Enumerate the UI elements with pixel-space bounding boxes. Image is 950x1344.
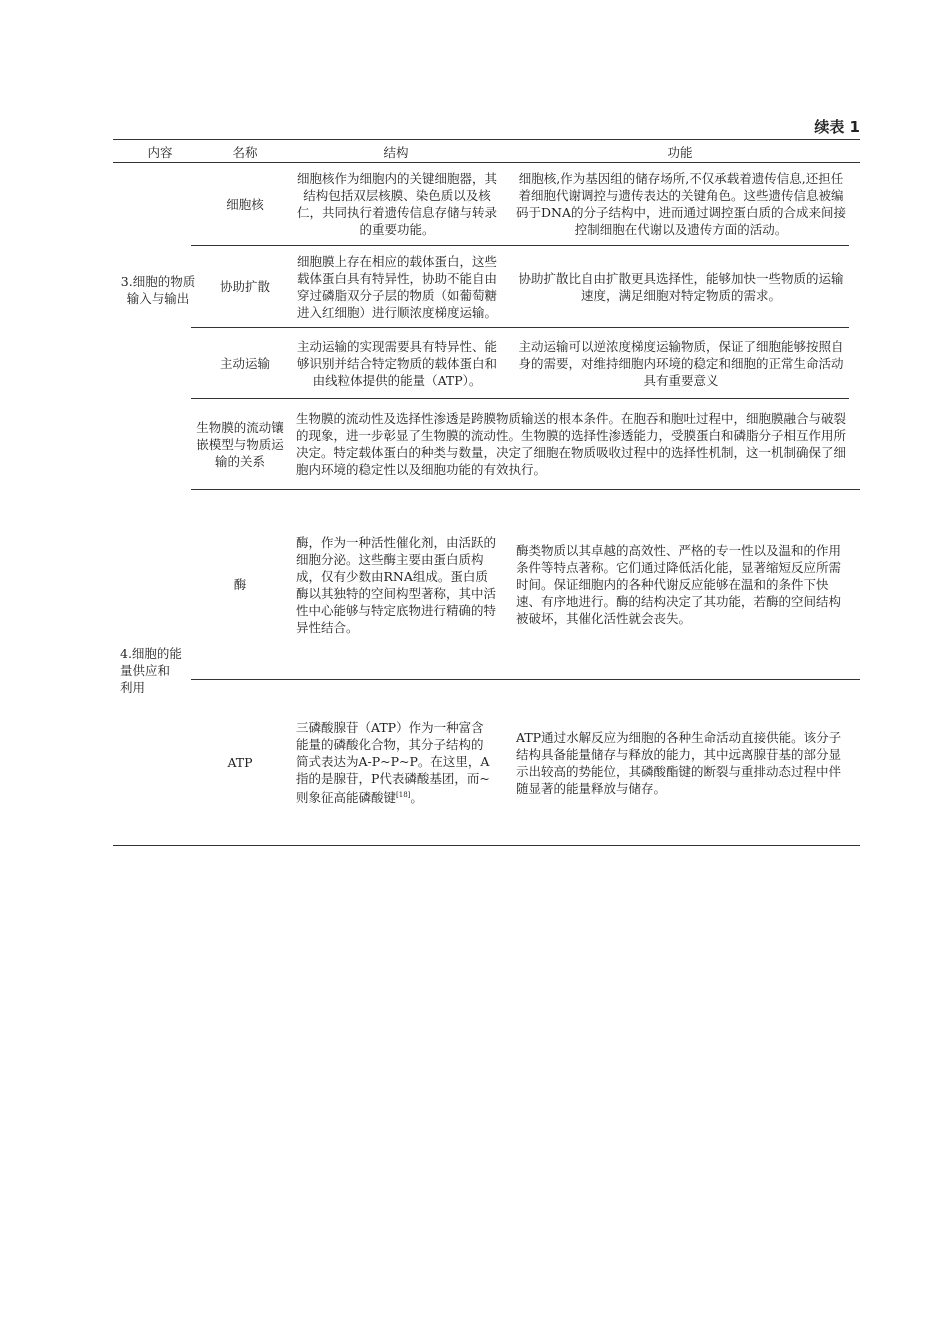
group-cell — [120, 640, 182, 700]
row-function: ATP通过水解反应为细胞的各种生命活动直接供能。该分子结构具备能量储存与释放的能力，其中远离腺苷基的部分显示出较高的势能位，其磷酸酯键的断裂与重排动态过程中伴随显著的能量释放与储存。 — [516, 729, 842, 796]
row-text: 生物膜的流动性及选择性渗透是跨膜物质输送的根本条件。在胞吞和胞吐过程中，细胞膜融合与破裂的现象，进一步彰显了生物膜的流动性。生物膜的选择性渗透能力，受膜蛋白和磷脂分子相互作用所决定。特定载体蛋白的种类与数量，决定了细胞在物质吸收过程中的选择性机制，这一机制确保了细胞内环境的稳定性以及细胞功能的有效执行。 — [296, 411, 847, 477]
name-cell — [195, 328, 295, 398]
function-cell — [514, 328, 848, 398]
function-cell — [514, 163, 848, 245]
structure-cell — [296, 680, 494, 845]
row-structure-wrap — [296, 719, 494, 806]
row-function: 主动运输可以逆浓度梯度运输物质，保证了细胞能够按照自身的需要，对维持细胞内环境的稳定和细胞的正常生命活动具有重要意义 — [518, 338, 844, 388]
name-cell — [195, 246, 295, 327]
bottom-rule — [113, 845, 860, 846]
row-function: 酶类物质以其卓越的高效性、严格的专一性以及温和的作用条件等特点著称。它们通过降低活化能，显著缩短反应所需时间。保证细胞内的各种代谢反应能够在温和的条件下快速、有序地进行。酶的结构决定了其功能，若酶的空间结构被破坏，其催化活性就会丧失。 — [516, 543, 842, 626]
row-structure: 细胞核作为细胞内的关键细胞器，其结构包括双层核膜、染色质以及核仁，共同执行着遗传信息存储与转录的重要功能。 — [296, 171, 497, 237]
header-name: 名称 — [232, 145, 258, 160]
structure-cell — [296, 163, 498, 245]
group-label: 3.细胞的物质输入与输出 — [120, 274, 196, 306]
row-structure: 主动运输的实现需要具有特异性、能够识别并结合特定物质的载体蛋白和由线粒体提供的能量（ATP）。 — [296, 338, 497, 388]
name-cell — [195, 163, 295, 245]
row-function: 协助扩散比自由扩散更具选择性，能够加快一些物质的运输速度，满足细胞对特定物质的需求。 — [518, 270, 844, 303]
row-name: 细胞核 — [226, 196, 264, 212]
top-rule — [113, 139, 860, 140]
row-structure: 酶，作为一种活性催化剂，由活跃的细胞分泌。这些酶主要由蛋白质构成，仅有少数由RNA组成。蛋白质酶以其独特的空间构型著称，其中活性中心能够与特定底物进行精确的特异性结合。 — [296, 534, 497, 635]
name-cell — [195, 680, 285, 845]
row-name: 主动运输 — [219, 355, 270, 371]
row-structure: 细胞膜上存在相应的载体蛋白，这些载体蛋白具有特异性，协助不能自由穿过磷脂双分子层的物质（如葡萄糖进入红细胞）进行顺浓度梯度运输。 — [296, 253, 497, 320]
table-caption: 续表 1 — [814, 118, 860, 136]
structure-cell — [296, 490, 496, 679]
group-label: 4.细胞的能量供应和利用 — [120, 645, 182, 695]
name-cell — [195, 490, 285, 679]
header-function: 功能 — [667, 145, 693, 160]
header-structure: 结构 — [383, 145, 409, 160]
header-content: 内容 — [147, 145, 173, 160]
function-cell — [516, 490, 850, 679]
row-name: ATP — [227, 755, 253, 770]
structure-cell — [296, 246, 498, 327]
row-name: 协助扩散 — [219, 279, 270, 294]
merged-cell — [296, 399, 848, 489]
row-function: 细胞核,作为基因组的储存场所,不仅承载着遗传信息,还担任着细胞代谢调控与遗传表达的关键角色。这些遗传信息被编码于DNA的分子结构中，进而通过调控蛋白质的合成来间接控制细胞在代谢以及遗传方面的活动。 — [516, 171, 846, 237]
structure-cell — [296, 328, 498, 398]
row-structure: 三磷酸腺苷（ATP）作为一种富含能量的磷酸化合物，其分子结构的简式表达为A-P~P~P。在这里，A指的是腺苷，P代表磷酸基团，而~则象征高能磷酸键 — [296, 719, 490, 806]
citation-ref: [18] — [396, 790, 411, 799]
row-name: 酶 — [233, 577, 247, 592]
function-cell — [516, 680, 850, 845]
row-name: 生物膜的流动镶嵌模型与物质运输的关系 — [196, 419, 284, 469]
row-structure-tail: 。 — [410, 790, 423, 806]
name-cell — [195, 399, 285, 489]
group-cell — [116, 250, 200, 330]
function-cell — [514, 246, 848, 327]
